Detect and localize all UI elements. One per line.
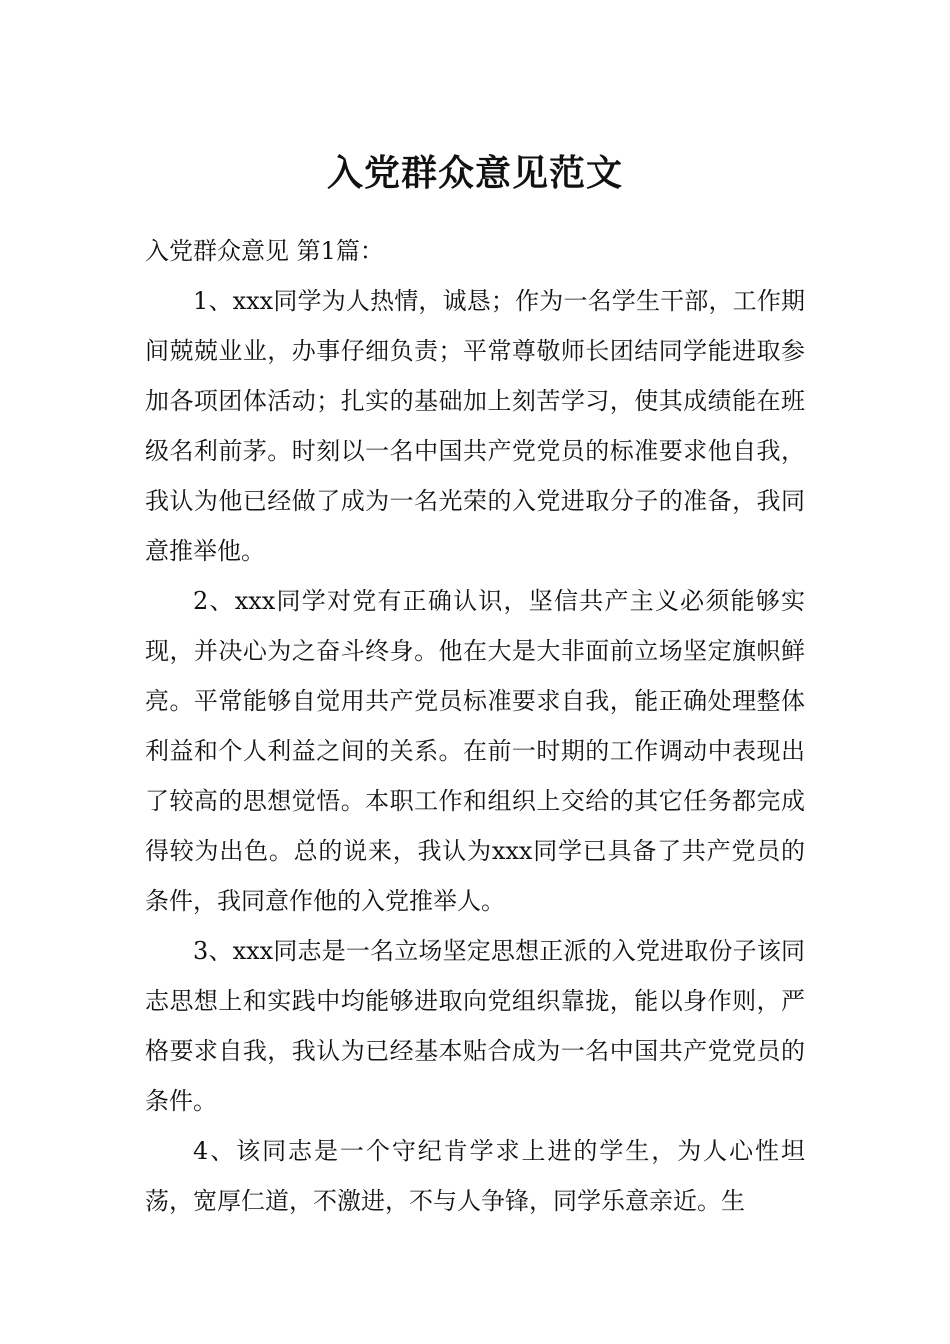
paragraph-3: 3、xxx同志是一名立场坚定思想正派的入党进取份子该同志思想上和实践中均能够进取向党组织靠拢，能以身作则，严格要求自我，我认为已经基本贴合成为一名中国共产党党员的条件。 (145, 937, 805, 1115)
paragraph-4: 4、该同志是一个守纪肯学求上进的学生，为人心性坦荡，宽厚仁道，不激进，不与人争锋，同学乐意亲近。生 (145, 1137, 805, 1215)
document-body (145, 226, 805, 1226)
document-title: 入党群众意见范文 (326, 153, 623, 195)
section-heading: 入党群众意见 第1篇： (145, 237, 384, 265)
paragraph-1: 1、xxx同学为人热情，诚恳；作为一名学生干部，工作期间兢兢业业，办事仔细负责；平常尊敬师长团结同学能进取参加各项团体活动；扎实的基础加上刻苦学习，使其成绩能在班级名利前茅。时刻以一名中国共产党党员的标准要求他自我，我认为他已经做了成为一名光荣的入党进取分子的准备，我同意推举他。 (145, 287, 805, 565)
paragraph-2: 2、xxx同学对党有正确认识，坚信共产主义必须能够实现，并决心为之奋斗终身。他在大是大非面前立场坚定旗帜鲜亮。平常能够自觉用共产党员标准要求自我，能正确处理整体利益和个人利益之间的关系。在前一时期的工作调动中表现出了较高的思想觉悟。本职工作和组织上交给的其它任务都完成得较为出色。总的说来，我认为xxx同学已具备了共产党员的条件，我同意作他的入党推举人。 (145, 587, 805, 915)
